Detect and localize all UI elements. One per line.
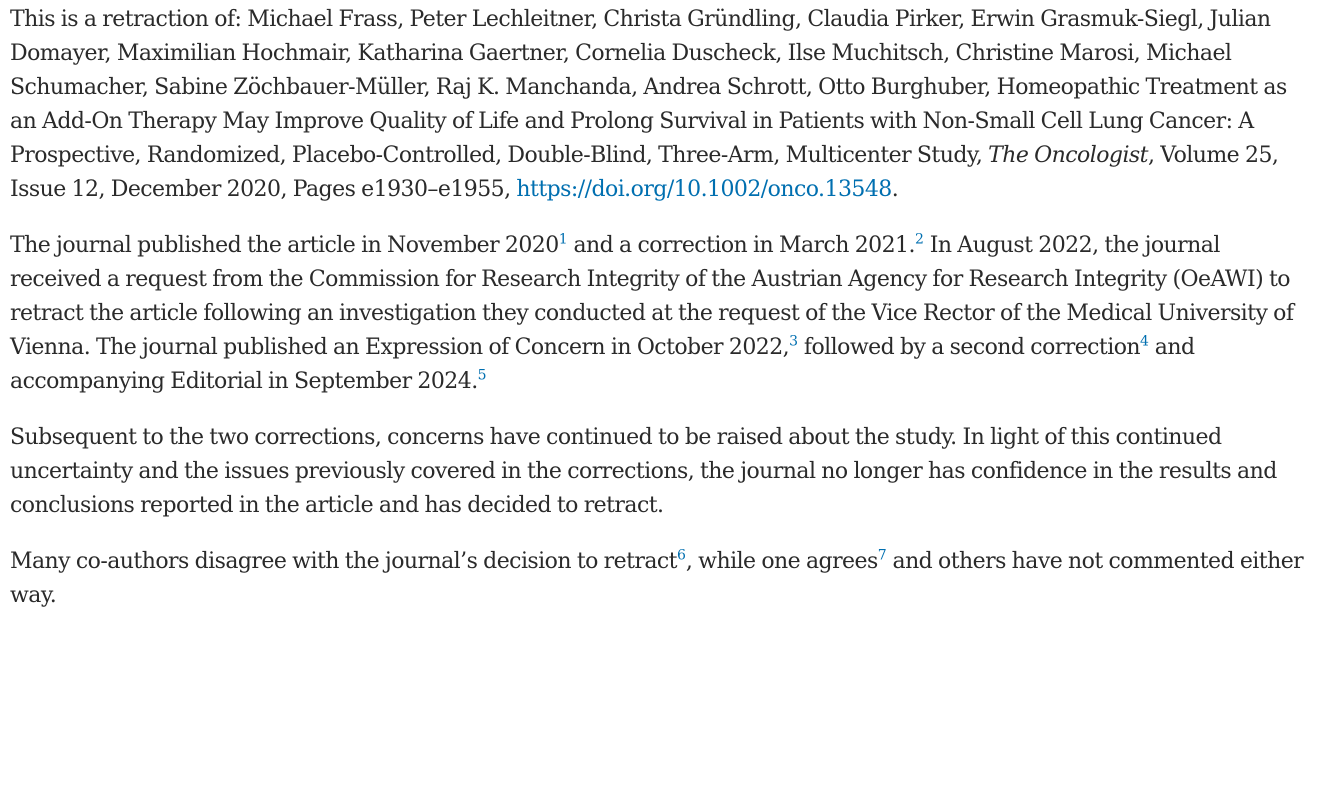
footnote-link-1[interactable]: 1 [558, 231, 568, 248]
retraction-lead: This is a retraction of: [10, 7, 248, 32]
publication-history-paragraph [10, 229, 1314, 399]
footnote-link-4[interactable]: 4 [1140, 333, 1149, 350]
author-list: Michael Frass, Peter Lechleitner, Christa Gründling, Claudia Pirker, Erwin Grasmuk-Siegl, Julian Domayer, Maximilian Hochmair, Katharina Gaertner, Cornelia Duscheck, Ilse Muchitsch, Christine Marosi, Michael Schumacher, Sabine Zöchbauer-Müller, Raj K. Manchanda, Andrea Schrott, Otto Burghuber [10, 7, 1271, 100]
doi-link[interactable]: https://doi.org/10.1002/onco.13548 [516, 177, 892, 202]
history-text-2: and a correction in March 2021. [567, 233, 915, 258]
footnote-link-6[interactable]: 6 [676, 547, 686, 564]
coauthor-text-3: and others have not commented either way. [10, 549, 1304, 608]
history-text-1: The journal published the article in November 2020 [10, 233, 559, 258]
footnote-link-3[interactable]: 3 [789, 333, 799, 350]
history-text-5: and accompanying Editorial in September 2024. [10, 335, 1195, 394]
concerns-paragraph: Subsequent to the two corrections, concerns have continued to be raised about the study. In light of this continued uncertainty and the issues previously covered in the corrections, the journal no longer has confidence in the results and conclusions reported in the article and has decided to retract. [10, 425, 1277, 518]
citation-end: . [891, 177, 899, 202]
coauthor-text-1: Many co-authors disagree with the journal’s decision to retract [10, 549, 677, 574]
footnote-link-2[interactable]: 2 [914, 231, 924, 248]
retraction-citation-paragraph [10, 0, 1314, 207]
coauthor-text-2: , while one agrees [685, 549, 878, 574]
coauthor-positions-paragraph [10, 545, 1314, 613]
citation-details: , Volume 25, Issue 12, December 2020, Pages e1930–e1955, [10, 143, 1279, 202]
history-text-4: followed by a second correction [798, 335, 1141, 360]
article-title: , Homeopathic Treatment as an Add-On Therapy May Improve Quality of Life and Prolong Survival in Patients with Non-Small Cell Lung Cancer: A Prospective, Randomized, Placebo-Controlled, Double-Blind, Three-Arm, Multicenter Study, [10, 75, 1287, 168]
footnote-link-7[interactable]: 7 [877, 547, 887, 564]
history-text-3: In August 2022, the journal received a request from the Commission for Research Integrity of the Austrian Agency for Research Integrity (OeAWI) to retract the article following an investigation they conducted at the request of the Vice Rector of the Medical University of Vienna. The journal published an Expression of Concern in October 2022, [10, 233, 1294, 360]
footnote-link-5[interactable]: 5 [477, 367, 487, 384]
journal-name: The Oncologist [988, 143, 1148, 168]
